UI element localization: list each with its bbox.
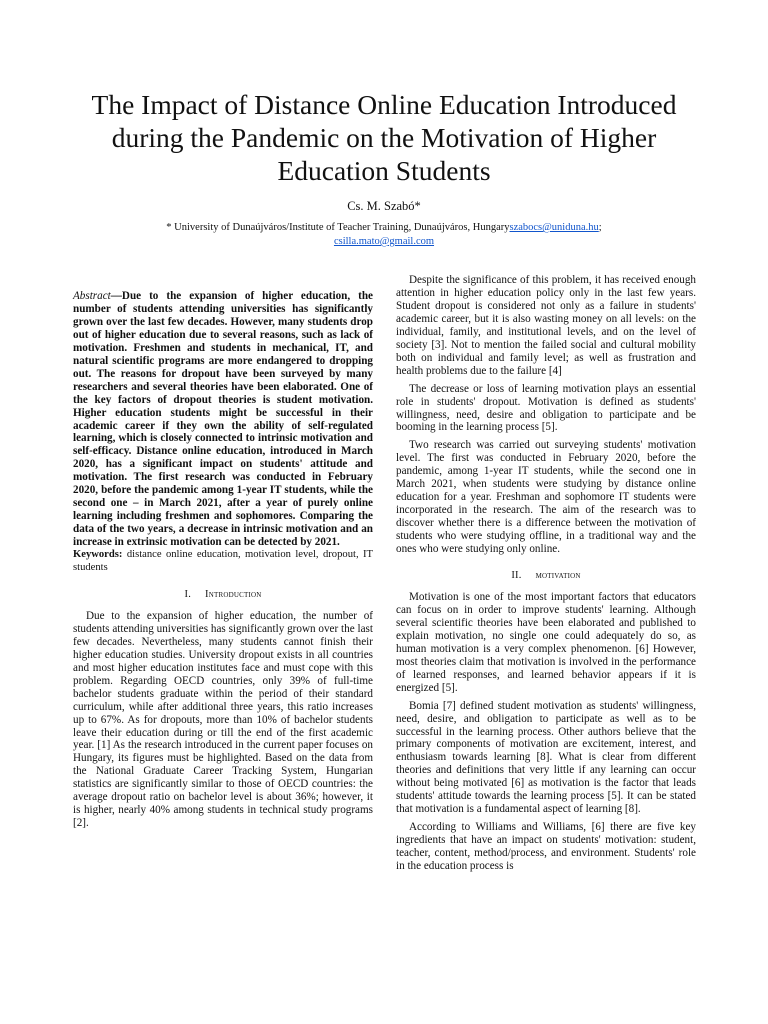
right-column: [396, 274, 696, 878]
section-title: motivation: [535, 570, 581, 582]
affiliation-text: * University of Dunaújváros/Institute of Teacher Training, Dunaújváros, Hungary: [166, 222, 510, 233]
email-link-secondary[interactable]: csilla.mato@gmail.com: [333, 236, 435, 247]
body-paragraph: Motivation is one of the most important factors that educators can focus on in order to improve students' learning. Although several scientific theories have been elaborated and published to explain motivation, no single one could adequately do so, as human motivation is a very complex phenomenon. [6] However, most theories claim that motivation is involved in the performance of learned responses, and learned behavior appears if it is energized [5].: [396, 590, 696, 694]
body-paragraph: According to Williams and Williams, [6] there are five key ingredients that have an impact on students' motivation: student, teacher, content, method/process, and environment. Students' role in the education process is: [396, 821, 696, 873]
section-title: Introduction: [205, 588, 262, 600]
paper-title: The Impact of Distance Online Education Introduced during the Pandemic on the Motivation of Higher Education Students: [91, 89, 677, 186]
section-heading-motivation: [396, 570, 696, 583]
body-paragraph: Despite the significance of this problem, it has received enough attention in higher education policy only in the last few years. Student dropout is considered not only as a failure in students' academic career, but it is also wasting money on all levels: on the individual, family, and institutional levels, and on the level of society [3]. Not to mention the failed social and cultural mobility both on individual and family level; as well as frustration and health problems due to the failure [4]: [396, 274, 696, 377]
affiliation-separator: ;: [598, 222, 602, 233]
body-paragraph: Due to the expansion of higher education, the number of students attending universities has significantly grown over the last few decades. Nevertheless, many students cannot finish their higher education studies. University dropout exists in all countries and most higher education institutes face and must cope with this problem. Regarding OECD countries, only 39% of full-time bachelor students graduate within the period of their standard curriculum, while after additional three years, this ratio increases up to 67%. As for dropouts, more than 10% of bachelor students leave their education during or till the end of the first academic year. [1] As the research introduced in the current paper focuses on Hungary, its figures must be highlighted. Based on the data from the National Graduate Career Tracking System, Hungarian statistics are significantly similar to those of OECD countries: the average dropout ratio on bachelor level is about 36%; however, it is higher, nearly 40% among students in technical study programs [2].: [73, 609, 373, 830]
body-paragraph: Two research was carried out surveying students' motivation level. The first was conducted in February 2020, before the pandemic, among 1-year IT students, while the second one in March 2021, when students were studying by distance online education for a year. Freshman and sophomore IT students were incorporated in the research. The aim of the research was to discover whether there is a difference between the motivation of students who were studying offline, in a traditional way and the ones who were studying only online.: [396, 439, 696, 556]
keywords: [73, 549, 373, 575]
author-affiliation: [40, 221, 728, 249]
section-number: I.: [184, 588, 192, 600]
author-name: Cs. M. Szabó*: [347, 199, 421, 213]
body-paragraph: Bomia [7] defined student motivation as students' willingness, need, desire, and obligation to participate as well as to be successful in the learning process. Other authors believe that the primary components of motivation are excitement, interest, and enthusiasm towards learning [8]. What is clear from different theories and definitions that very little if any learning can occur without being motivated [6] as motivation is the factor that leads students' attitude towards the learning process [5]. It can be stated that motivation is a fundamental aspect of learning [8].: [396, 699, 696, 816]
keywords-text: distance online education, motivation level, dropout, IT students: [73, 549, 373, 574]
abstract-text: —Due to the expansion of higher education, the number of students attending universities has significantly grown over the last few decades. However, many students drop out of higher education due to several reasons, such as lack of motivation. Freshmen and students in mechanical, IT, and natural scientific programs are more endangered to dropping out. The reasons for dropout have been surveyed by many researchers and several theories have been elaborated. One of the key factors of dropout theories is student motivation. Higher education students might be successful in their academic career if they own the ability of self-regulated learning, which is closely connected to intrinsic motivation and self-efficacy. Distance online education, introduced in March 2020, has a significant impact on students' attitude and motivation. The first research was conducted in February 2020, before the pandemic among 1-year IT students, while the second one – in March 2021, after a year of purely online learning including freshmen and sophomores. Comparing the data of the two years, a decrease in intrinsic motivation and an increase in extrinsic motivation can be detected by 2021.: [73, 290, 373, 549]
left-column: [73, 274, 373, 835]
abstract-label: Abstract: [73, 290, 111, 302]
body-paragraph: The decrease or loss of learning motivation plays an essential role in students' dropout. Motivation is defined as students' willingness, need, desire and obligation to participate and be booming in the learning process [5].: [396, 382, 696, 434]
email-link-primary[interactable]: szabocs@uniduna.hu: [509, 222, 599, 233]
section-heading-introduction: [73, 589, 373, 602]
section-number: II.: [511, 570, 522, 582]
keywords-label: Keywords:: [73, 549, 123, 561]
abstract: [73, 290, 373, 549]
